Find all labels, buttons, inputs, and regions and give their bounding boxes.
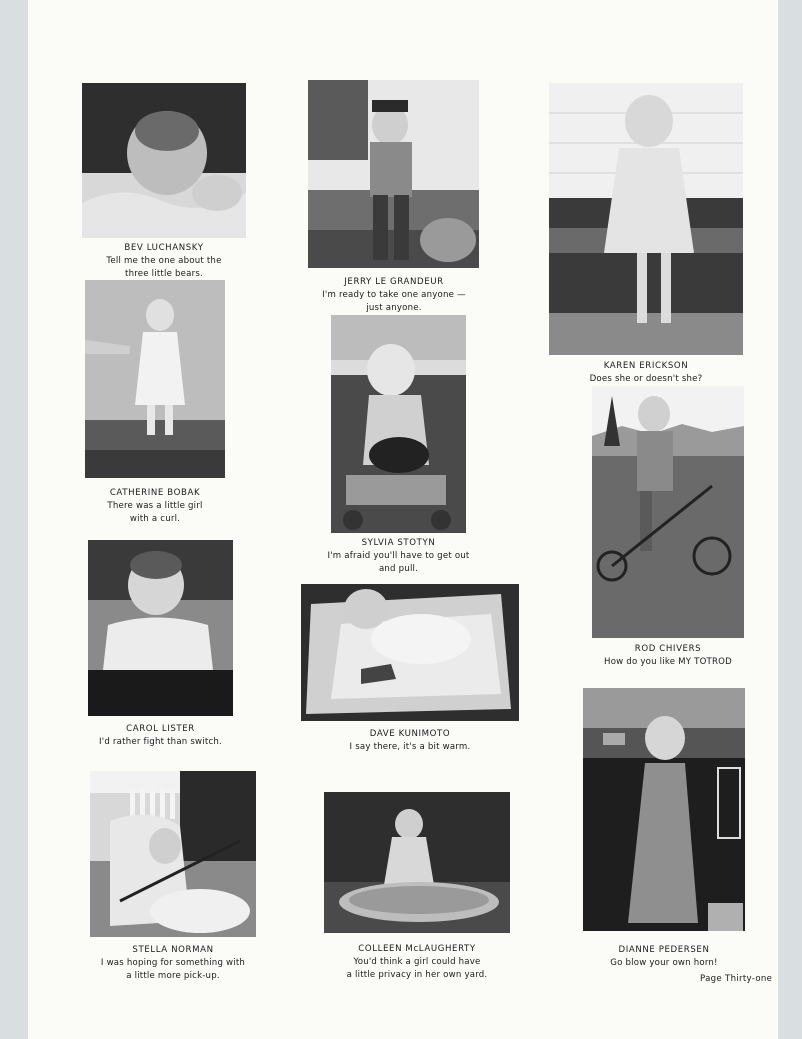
caption-line: three little bears. (125, 269, 203, 279)
caption-bev-luchansky (72, 242, 256, 281)
child-name: DAVE KUNIMOTO (369, 729, 451, 739)
photo-dianne-pedersen (583, 688, 745, 931)
child-name: SYLVIA STOTYN (361, 538, 436, 548)
caption-catherine-bobak (75, 487, 235, 526)
caption-karen-erickson (549, 360, 743, 386)
caption-line: I'd rather fight than switch. (99, 737, 222, 747)
caption-line: a little privacy in her own yard. (346, 970, 488, 980)
caption-line: Go blow your own horn! (610, 958, 718, 968)
photo-sylvia-stotyn (331, 315, 466, 533)
child-name: BEV LUCHANSKY (124, 243, 204, 253)
caption-line: I was hoping for something with (100, 958, 246, 968)
caption-stella-norman (73, 944, 273, 983)
caption-carol-lister (68, 723, 253, 749)
caption-line: I'm afraid you'll have to get out (327, 551, 470, 561)
child-name: JERRY LE GRANDEUR (344, 277, 444, 287)
caption-rod-chivers (568, 643, 768, 669)
photo-carol-lister (88, 540, 233, 716)
caption-colleen-mclaugherty (312, 943, 522, 982)
caption-line: Does she or doesn't she? (589, 374, 703, 384)
caption-line: with a curl. (129, 514, 181, 524)
caption-jerry-le-grandeur (294, 276, 494, 315)
child-name: DIANNE PEDERSEN (618, 945, 710, 955)
photo-colleen-mclaugherty (324, 792, 510, 933)
child-name: KAREN ERICKSON (603, 361, 689, 371)
photo-jerry-le-grandeur (308, 80, 479, 268)
photo-stella-norman (90, 771, 256, 937)
photo-catherine-bobak (85, 280, 225, 478)
caption-line: You'd think a girl could have (353, 957, 481, 967)
caption-line: Tell me the one about the (106, 256, 222, 266)
caption-line: and pull. (378, 564, 419, 574)
caption-line: I say there, it's a bit warm. (349, 742, 471, 752)
child-name: ROD CHIVERS (634, 644, 702, 654)
photo-karen-erickson (549, 83, 743, 355)
child-name: COLLEEN McLAUGHERTY (358, 944, 476, 954)
child-name: CATHERINE BOBAK (109, 488, 201, 498)
caption-line: I'm ready to take one anyone — (322, 290, 466, 300)
caption-line: There was a little girl (107, 501, 203, 511)
caption-line: How do you like MY TOTROD (604, 657, 732, 667)
photo-bev-luchansky (82, 83, 246, 238)
caption-dave-kunimoto (301, 728, 519, 754)
caption-line: just anyone. (366, 303, 422, 313)
photo-rod-chivers (592, 386, 744, 638)
caption-sylvia-stotyn (292, 537, 505, 576)
caption-dianne-pedersen (574, 944, 754, 970)
photo-dave-kunimoto (301, 584, 519, 721)
caption-line: a little more pick-up. (126, 971, 220, 981)
page-number: Page Thirty-one (700, 974, 773, 984)
yearbook-page (28, 0, 778, 1039)
child-name: CAROL LISTER (126, 724, 195, 734)
child-name: STELLA NORMAN (132, 945, 214, 955)
